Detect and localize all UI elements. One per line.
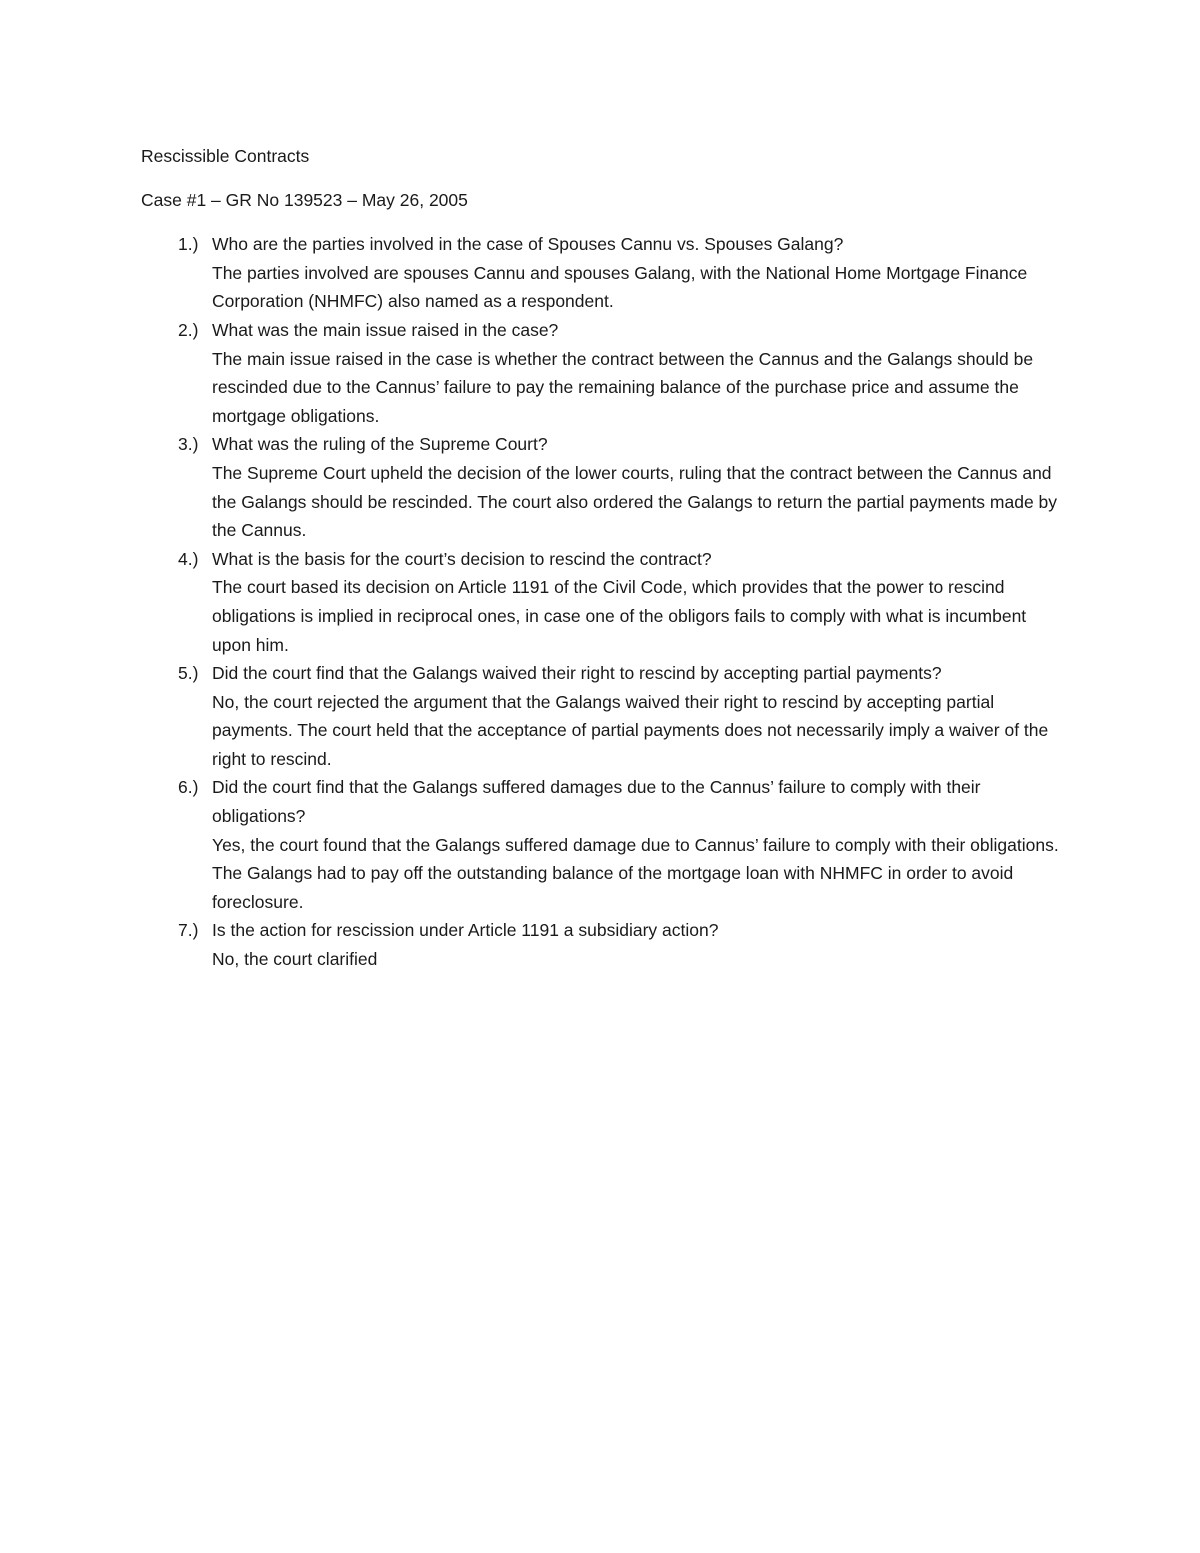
item-number: 1.) [178,234,199,255]
question-text: Did the court find that the Galangs suffered damages due to the Cannus’ failure to comply with their obligations? [212,777,981,827]
question-text: Who are the parties involved in the case of Spouses Cannu vs. Spouses Galang? [212,234,844,255]
list-item [141,316,1061,430]
item-number-cell [141,545,212,659]
answer-text: The Supreme Court upheld the decision of the lower courts, ruling that the contract between the Cannus and the Galangs should be rescinded. The court also ordered the Galangs to return the partial payments made by the Cannus. [212,462,1058,541]
answer-text: Yes, the court found that the Galangs suffered damage due to Cannus’ failure to comply with their obligations. The Galangs had to pay off the outstanding balance of the mortgage loan with NHMFC in order to avoid foreclosure. [212,834,1059,912]
document-content [141,142,1061,974]
list-item [141,545,1061,659]
item-number: 6.) [178,777,199,798]
item-number-cell [141,230,212,316]
item-number-cell [141,430,212,544]
case-heading: Case #1 – GR No 139523 – May 26, 2005 [141,189,468,210]
item-body [212,659,1061,773]
item-body [212,430,1061,544]
answer-text: The court based its decision on Article 1191 of the Civil Code, which provides that the power to rescind obligations is implied in reciprocal ones, in case one of the obligors fails to comply with what is incumbent upon him. [212,577,1027,655]
answer-text: No, the court clarified [212,949,378,970]
list-item [141,659,1061,773]
answer-text: No, the court rejected the argument that the Galangs waived their right to rescind by accepting partial payments. The court held that the acceptance of partial payments does not necessarily imply a waiver of the right to rescind. [212,691,1049,769]
item-number-cell [141,916,212,973]
item-body [212,773,1061,916]
list-item [141,916,1061,973]
answer-text: The main issue raised in the case is whether the contract between the Cannus and the Galangs should be rescinded due to the Cannus’ failure to pay the remaining balance of the purchase price and assume the mortgage obligations. [212,348,1034,426]
qa-list [141,230,1061,973]
item-number: 3.) [178,434,199,455]
item-body [212,230,1061,316]
question-text: Did the court find that the Galangs waived their right to rescind by accepting partial payments? [212,663,942,684]
question-text: What is the basis for the court’s decision to rescind the contract? [212,548,712,569]
item-body [212,545,1061,659]
list-item [141,430,1061,544]
question-text: What was the ruling of the Supreme Court? [212,434,548,455]
item-number-cell [141,773,212,916]
item-number: 4.) [178,548,199,569]
item-number: 5.) [178,663,199,684]
item-number: 7.) [178,920,199,941]
item-number-cell [141,659,212,773]
question-text: Is the action for rescission under Article 1191 a subsidiary action? [212,920,719,941]
item-body [212,316,1061,430]
item-body [212,916,1061,973]
document-title: Rescissible Contracts [141,146,310,166]
item-number: 2.) [178,319,199,340]
answer-text: The parties involved are spouses Cannu and spouses Galang, with the National Home Mortgage Finance Corporation (NHMFC) also named as a respondent. [212,262,1028,312]
list-item [141,773,1061,916]
item-number-cell [141,316,212,430]
list-item [141,230,1061,316]
question-text: What was the main issue raised in the case? [212,319,559,340]
